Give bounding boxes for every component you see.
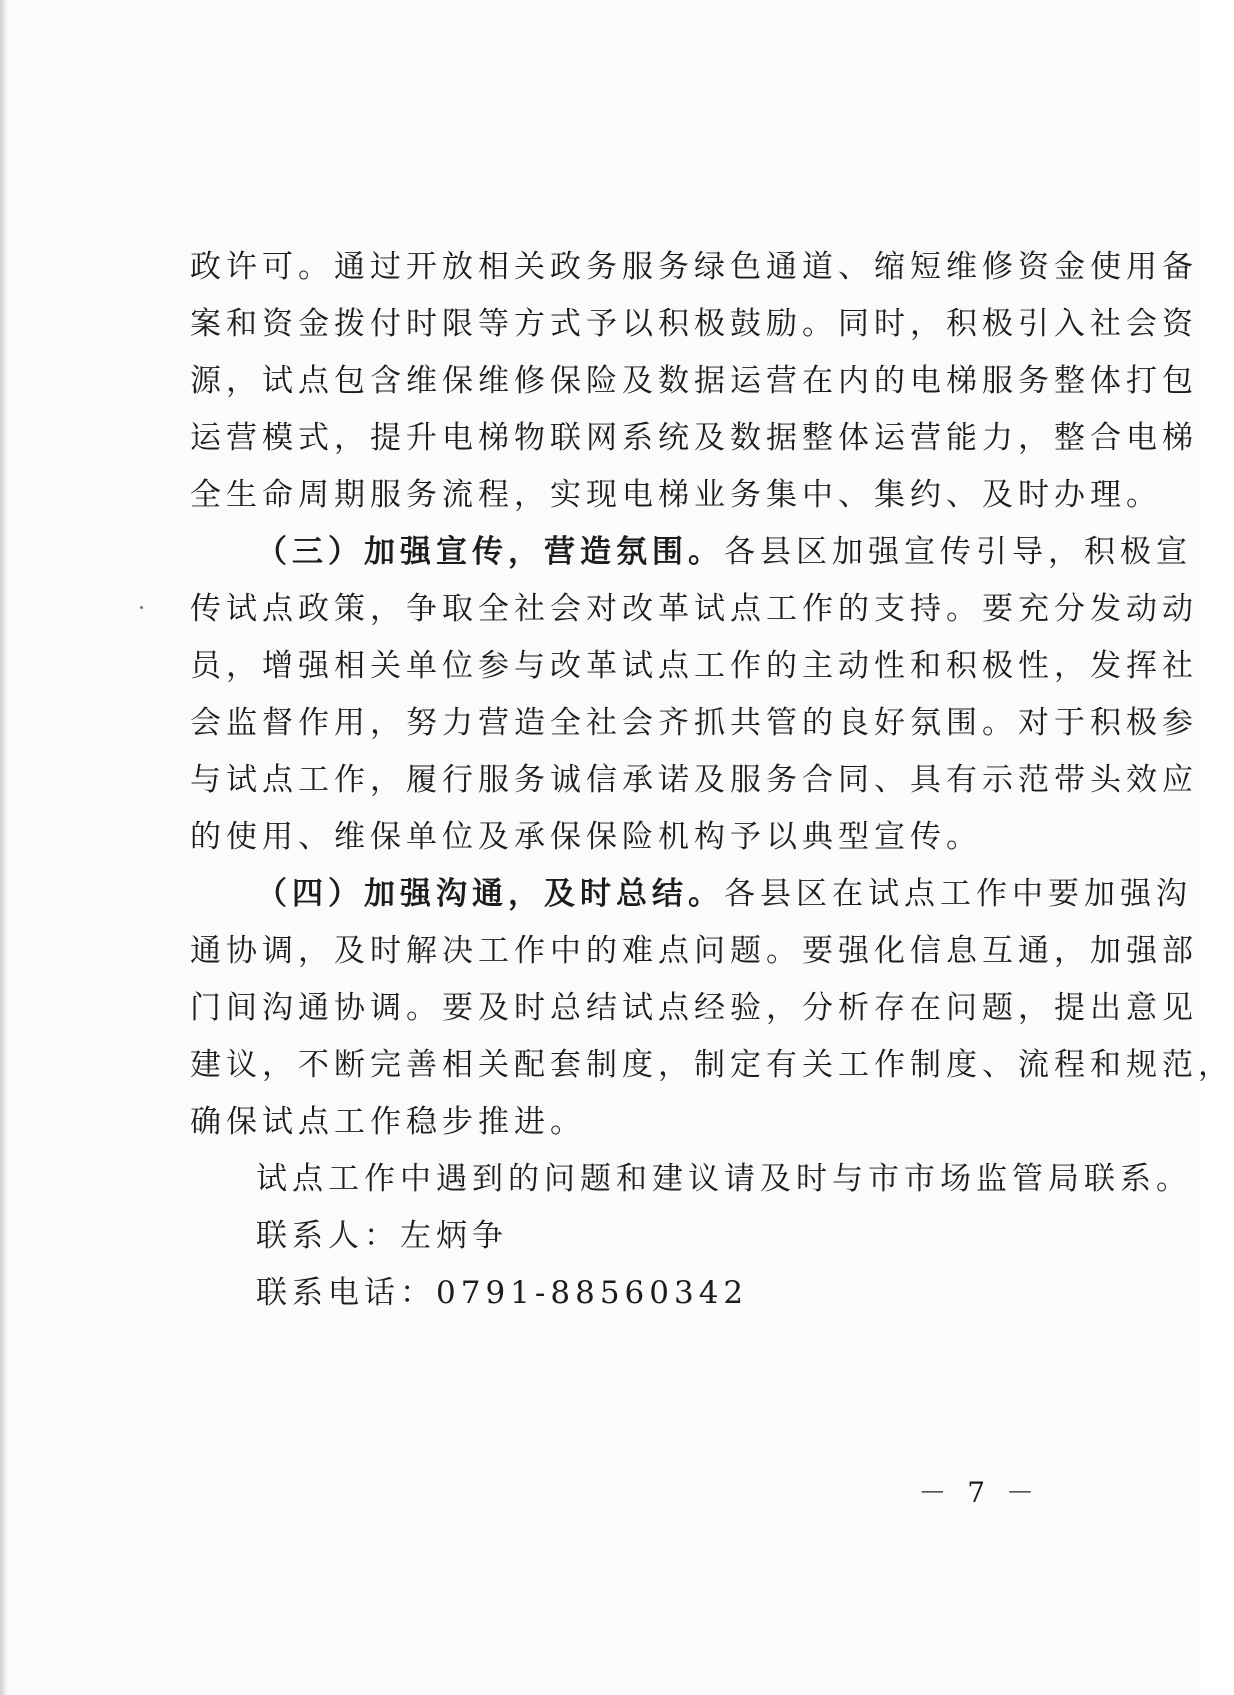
body-text	[190, 239, 1234, 1322]
paragraph-line: 的使用、维保单位及承保保险机构予以典型宣传。	[190, 819, 982, 855]
paragraph-line: 员，增强相关单位参与改革试点工作的主动性和积极性，发挥社	[190, 648, 1198, 684]
paragraph-line: 与试点工作，履行服务诚信承诺及服务合同、具有示范带头效应	[190, 762, 1198, 798]
scan-edge-shadow	[0, 0, 10, 1695]
paragraph-line: 会监督作用，努力营造全社会齐抓共管的良好氛围。对于积极参	[190, 705, 1198, 741]
paragraph-line: 全生命周期服务流程，实现电梯业务集中、集约、及时办理。	[190, 477, 1162, 513]
paragraph-line: 传试点政策，争取全社会对改革试点工作的支持。要充分发动动	[190, 591, 1198, 627]
section-three-first-line	[190, 524, 1192, 581]
contact-phone: 联系电话：0791-88560342	[256, 1275, 749, 1311]
paragraph-line: 门间沟通协调。要及时总结试点经验，分析存在问题，提出意见	[190, 990, 1198, 1026]
paragraph-line: 运营模式，提升电梯物联网系统及数据整体运营能力，整合电梯	[190, 420, 1198, 456]
paragraph-line: 建议，不断完善相关配套制度，制定有关工作制度、流程和规范，	[190, 1047, 1234, 1083]
contact-note: 试点工作中遇到的问题和建议请及时与市市场监管局联系。	[256, 1161, 1192, 1197]
paragraph-line: 通协调，及时解决工作中的难点问题。要强化信息互通，加强部	[190, 933, 1198, 969]
scan-speck	[140, 606, 143, 609]
paragraph-line: 案和资金拨付时限等方式予以积极鼓励。同时，积极引入社会资	[190, 306, 1198, 342]
section-three-text: 各县区加强宣传引导，积极宣	[724, 534, 1192, 570]
section-four-text: 各县区在试点工作中要加强沟	[724, 876, 1192, 912]
paragraph-line: 政许可。通过开放相关政务服务绿色通道、缩短维修资金使用备	[190, 249, 1198, 285]
section-four-heading: （四）加强沟通，及时总结。	[256, 876, 724, 912]
paragraph-line: 源，试点包含维保维修保险及数据运营在内的电梯服务整体打包	[190, 363, 1198, 399]
section-four-first-line	[190, 866, 1192, 923]
page-number: － 7 －	[918, 1476, 1040, 1509]
contact-person: 联系人：左炳争	[256, 1218, 508, 1254]
paragraph-line: 确保试点工作稳步推进。	[190, 1104, 586, 1140]
section-three-heading: （三）加强宣传，营造氛围。	[256, 534, 724, 570]
